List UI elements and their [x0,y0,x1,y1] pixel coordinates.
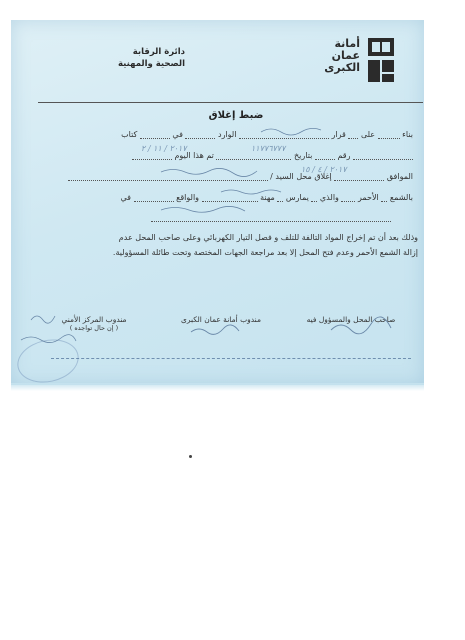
form-word: كتاب [121,130,138,139]
form-word: في [120,193,131,202]
gam-rep-signature-label: مندوب أمانة عمان الكبرى [181,315,261,324]
form-word: على [360,130,376,139]
department-line1: دائرة الرقابة [132,47,185,57]
handwriting-marks [11,20,424,385]
paragraph-line2: إزالة الشمع الأحمر وعدم فتح المحل إلا بعد مراجعة الجهات المختصة وتحت طائلة المسؤولية. [112,248,418,257]
form-word: مهنة [260,193,275,202]
logo-text-line2: عمان [331,49,360,62]
form-word: الموافق [386,172,413,181]
form-word: يمارس [285,193,309,202]
document-title: ضبط إغلاق [208,110,264,121]
owner-signature-label: صاحب المحل والمسؤول فيه [306,315,396,324]
logo-text-line3: الكبرى [324,61,360,74]
document-paper [11,20,424,385]
form-word: والذي [319,193,339,202]
form-word: رقم [337,151,351,160]
form-word: والواقع [176,193,200,202]
form-word: قرار [331,130,346,139]
form-word: إغلاق محل السيد / [270,172,332,181]
form-word: بتاريخ [294,151,313,160]
security-rep-label: مندوب المركز الأمني [61,315,127,324]
handwritten-number: ١١٧٧٦٧٧٧ [251,144,286,153]
form-word: في [172,130,183,139]
handwritten-date-2: ٢٠١٧ / ٤ / ١٥ [301,165,347,174]
form-word: الأحمر [358,193,379,202]
logo-text-line1: أمانة [334,37,360,50]
department-line2: الصحية والمهنية [118,59,185,69]
form-word: تم هذا اليوم [174,151,214,160]
form-word: بناء [402,130,413,139]
paragraph-line1: وذلك بعد أن تم إخراج المواد التالفة للتلف و فصل التيار الكهربائي وعلى صاحب المحل عدم [118,233,418,242]
handwritten-date: ٢٠١٧ / ١١ / ٢ [141,144,187,153]
form-word: الوارد [218,130,237,139]
scan-speck [189,455,192,458]
security-rep-note: ( إن حال تواجده ) [69,324,119,332]
form-word: بالشمع [389,193,413,202]
